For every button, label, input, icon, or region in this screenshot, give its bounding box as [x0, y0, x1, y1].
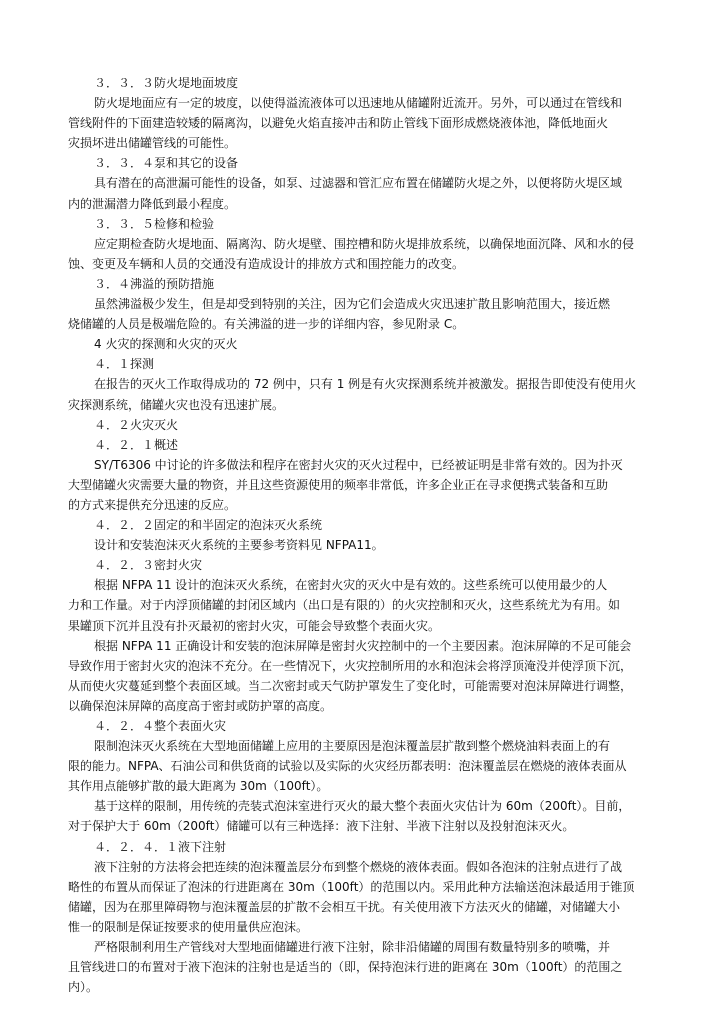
section-heading: ４．２．１概述 [94, 437, 179, 452]
paragraph-line: 以确保泡沫屏障的高度高于密封或防护罩的高度。 [68, 698, 333, 713]
paragraph-line: 储罐，因为在那里障碍物与泡沫覆盖层的扩散不会相互干扰。有关使用液下方法灭火的储罐，对储罐大小 [68, 899, 621, 914]
section-heading: ４．２．４整个表面火灾 [94, 719, 227, 733]
paragraph-line: 内）。 [68, 980, 99, 995]
paragraph-line: 限的能力。NFPA、石油公司和供货商的试验以及实际的火灾经历都表明：泡沫覆盖层在燃烧的液体表面从 [68, 759, 627, 774]
paragraph-line: 果罐顶下沉并且没有扑灭最初的密封火灾，可能会导致整个表面火灾。 [68, 618, 441, 633]
section-heading: ３．３．４泵和其它的设备 [94, 156, 239, 171]
section-heading: ４．２．２固定的和半固定的泡沫灭火系统 [94, 518, 323, 533]
paragraph-line: 略性的布置从而保证了泡沫的行进距离在 30m（100ft）的范围以内。采用此种方法输送泡沫最适用于锥顶 [68, 879, 635, 894]
paragraph-line: 且管线进口的布置对于液下泡沫的注射也是适当的（即，保持泡沫行进的距离在 30m（100ft）的范围之 [68, 960, 623, 975]
paragraph-line: 对于保护大于 60m（200ft）储罐可以有三种选择：液下注射、半液下注射以及投射泡沫灭火。 [68, 819, 575, 834]
paragraph-line: 灾损坏进出储罐管线的可能性。 [68, 136, 237, 151]
paragraph-line: 蚀、变更及车辆和人员的交通没有造成设计的排放方式和围控能力的改变。 [68, 256, 465, 271]
paragraph-line: SY/T6306 中讨论的许多做法和程序在密封火灾的灭火过程中，已经被证明是非常有效的。因为扑灭 [94, 457, 623, 472]
paragraph-line: 在报告的灭火工作取得成功的 72 例中，只有 1 例是有火灾探测系统并被激发。据报告即使没有使用火 [94, 377, 637, 392]
paragraph-line: 防火堤地面应有一定的坡度，以使得溢流液体可以迅速地从储罐附近流开。另外，可以通过在管线和 [94, 96, 623, 111]
paragraph-line: 具有潜在的高泄漏可能性的设备，如泵、过滤器和管汇应布置在储罐防火堤之外，以便将防火堤区域 [94, 176, 623, 191]
paragraph-line: 设计和安装泡沫灭火系统的主要参考资料见 NFPA11。 [94, 538, 384, 553]
section-heading: ３．３．５检修和检验 [94, 216, 215, 231]
paragraph-line: 惟一的限制是保证按要求的使用量供应泡沫。 [68, 919, 309, 934]
paragraph-line: 根据 NFPA 11 正确设计和安装的泡沫屏障是密封火灾控制中的一个主要因素。泡沫屏障的不足可能会 [94, 638, 632, 653]
paragraph-line: 的方式来提供充分迅速的反应。 [68, 497, 237, 512]
section-heading: ４．２火灾灭火 [94, 417, 179, 432]
paragraph-line: 内的泄漏潜力降低到最小程度。 [68, 196, 237, 211]
section-heading: ３．４沸溢的预防措施 [94, 276, 215, 291]
paragraph-line: 其作用点能够扩散的最大距离为 30m（100ft）。 [68, 779, 329, 794]
paragraph-line: 从而使火灾蔓延到整个表面区域。当二次密封或天气防护罩发生了变化时，可能需要对泡沫屏障进行调整， [68, 678, 633, 693]
paragraph-line: 管线附件的下面建造较矮的隔离沟，以避免火焰直接冲击和防止管线下面形成燃烧液体池，降低地面火 [68, 116, 609, 131]
paragraph-line: 烧储罐的人员是极端危险的。有关沸溢的进一步的详细内容，参见附录 C。 [68, 317, 465, 332]
paragraph-line: 大型储罐火灾需要大量的物资，并且这些资源使用的频率非常低，许多企业正在寻求便携式装备和互助 [68, 477, 609, 492]
paragraph-line: 灾探测系统，储罐火灾也没有迅速扩展。 [68, 397, 285, 412]
paragraph-line: 根据 NFPA 11 设计的泡沫灭火系统，在密封火灾的灭火中是有效的。这些系统可以使用最少的人 [94, 578, 608, 593]
paragraph-line: 虽然沸溢极少发生，但是却受到特别的关注，因为它们会造成火灾迅速扩散且影响范围大，接近燃 [94, 297, 611, 312]
section-heading: 4 火灾的探测和火灾的灭火 [94, 337, 238, 352]
section-heading: ４．２．３密封火灾 [94, 558, 203, 573]
paragraph-line: 力和工作量。对于内浮顶储罐的封闭区域内（出口是有限的）的火灾控制和灭火，这些系统尤为有用。如 [68, 598, 621, 613]
paragraph-line: 导致作用于密封火灾的泡沫不充分。在一些情况下，火灾控制所用的水和泡沫会将浮顶淹没并使浮顶下沉， [68, 658, 633, 673]
paragraph-line: 限制泡沫灭火系统在大型地面储罐上应用的主要原因是泡沫覆盖层扩散到整个燃烧油料表面上的有 [94, 739, 611, 754]
paragraph-line: 液下注射的方法将会把连续的泡沫覆盖层分布到整个燃烧的液体表面。假如各泡沫的注射点进行了战 [94, 859, 623, 874]
paragraph-line: 基于这样的限制，用传统的壳装式泡沫室进行灭火的最大整个表面火灾估计为 60m（200ft）。目前， [94, 799, 631, 814]
section-heading: ３．３．３防火堤地面坡度 [94, 76, 239, 90]
section-heading: ４．１探测 [94, 357, 155, 372]
paragraph-line: 应定期检查防火堤地面、隔离沟、防火堤壁、围控槽和防火堤排放系统，以确保地面沉降、风和水的侵 [94, 236, 635, 251]
paragraph-line: 严格限制利用生产管线对大型地面储罐进行液下注射，除非沿储罐的周围有数量特别多的喷嘴，并 [94, 940, 611, 955]
section-heading: ４．２．４．１液下注射 [94, 839, 227, 854]
